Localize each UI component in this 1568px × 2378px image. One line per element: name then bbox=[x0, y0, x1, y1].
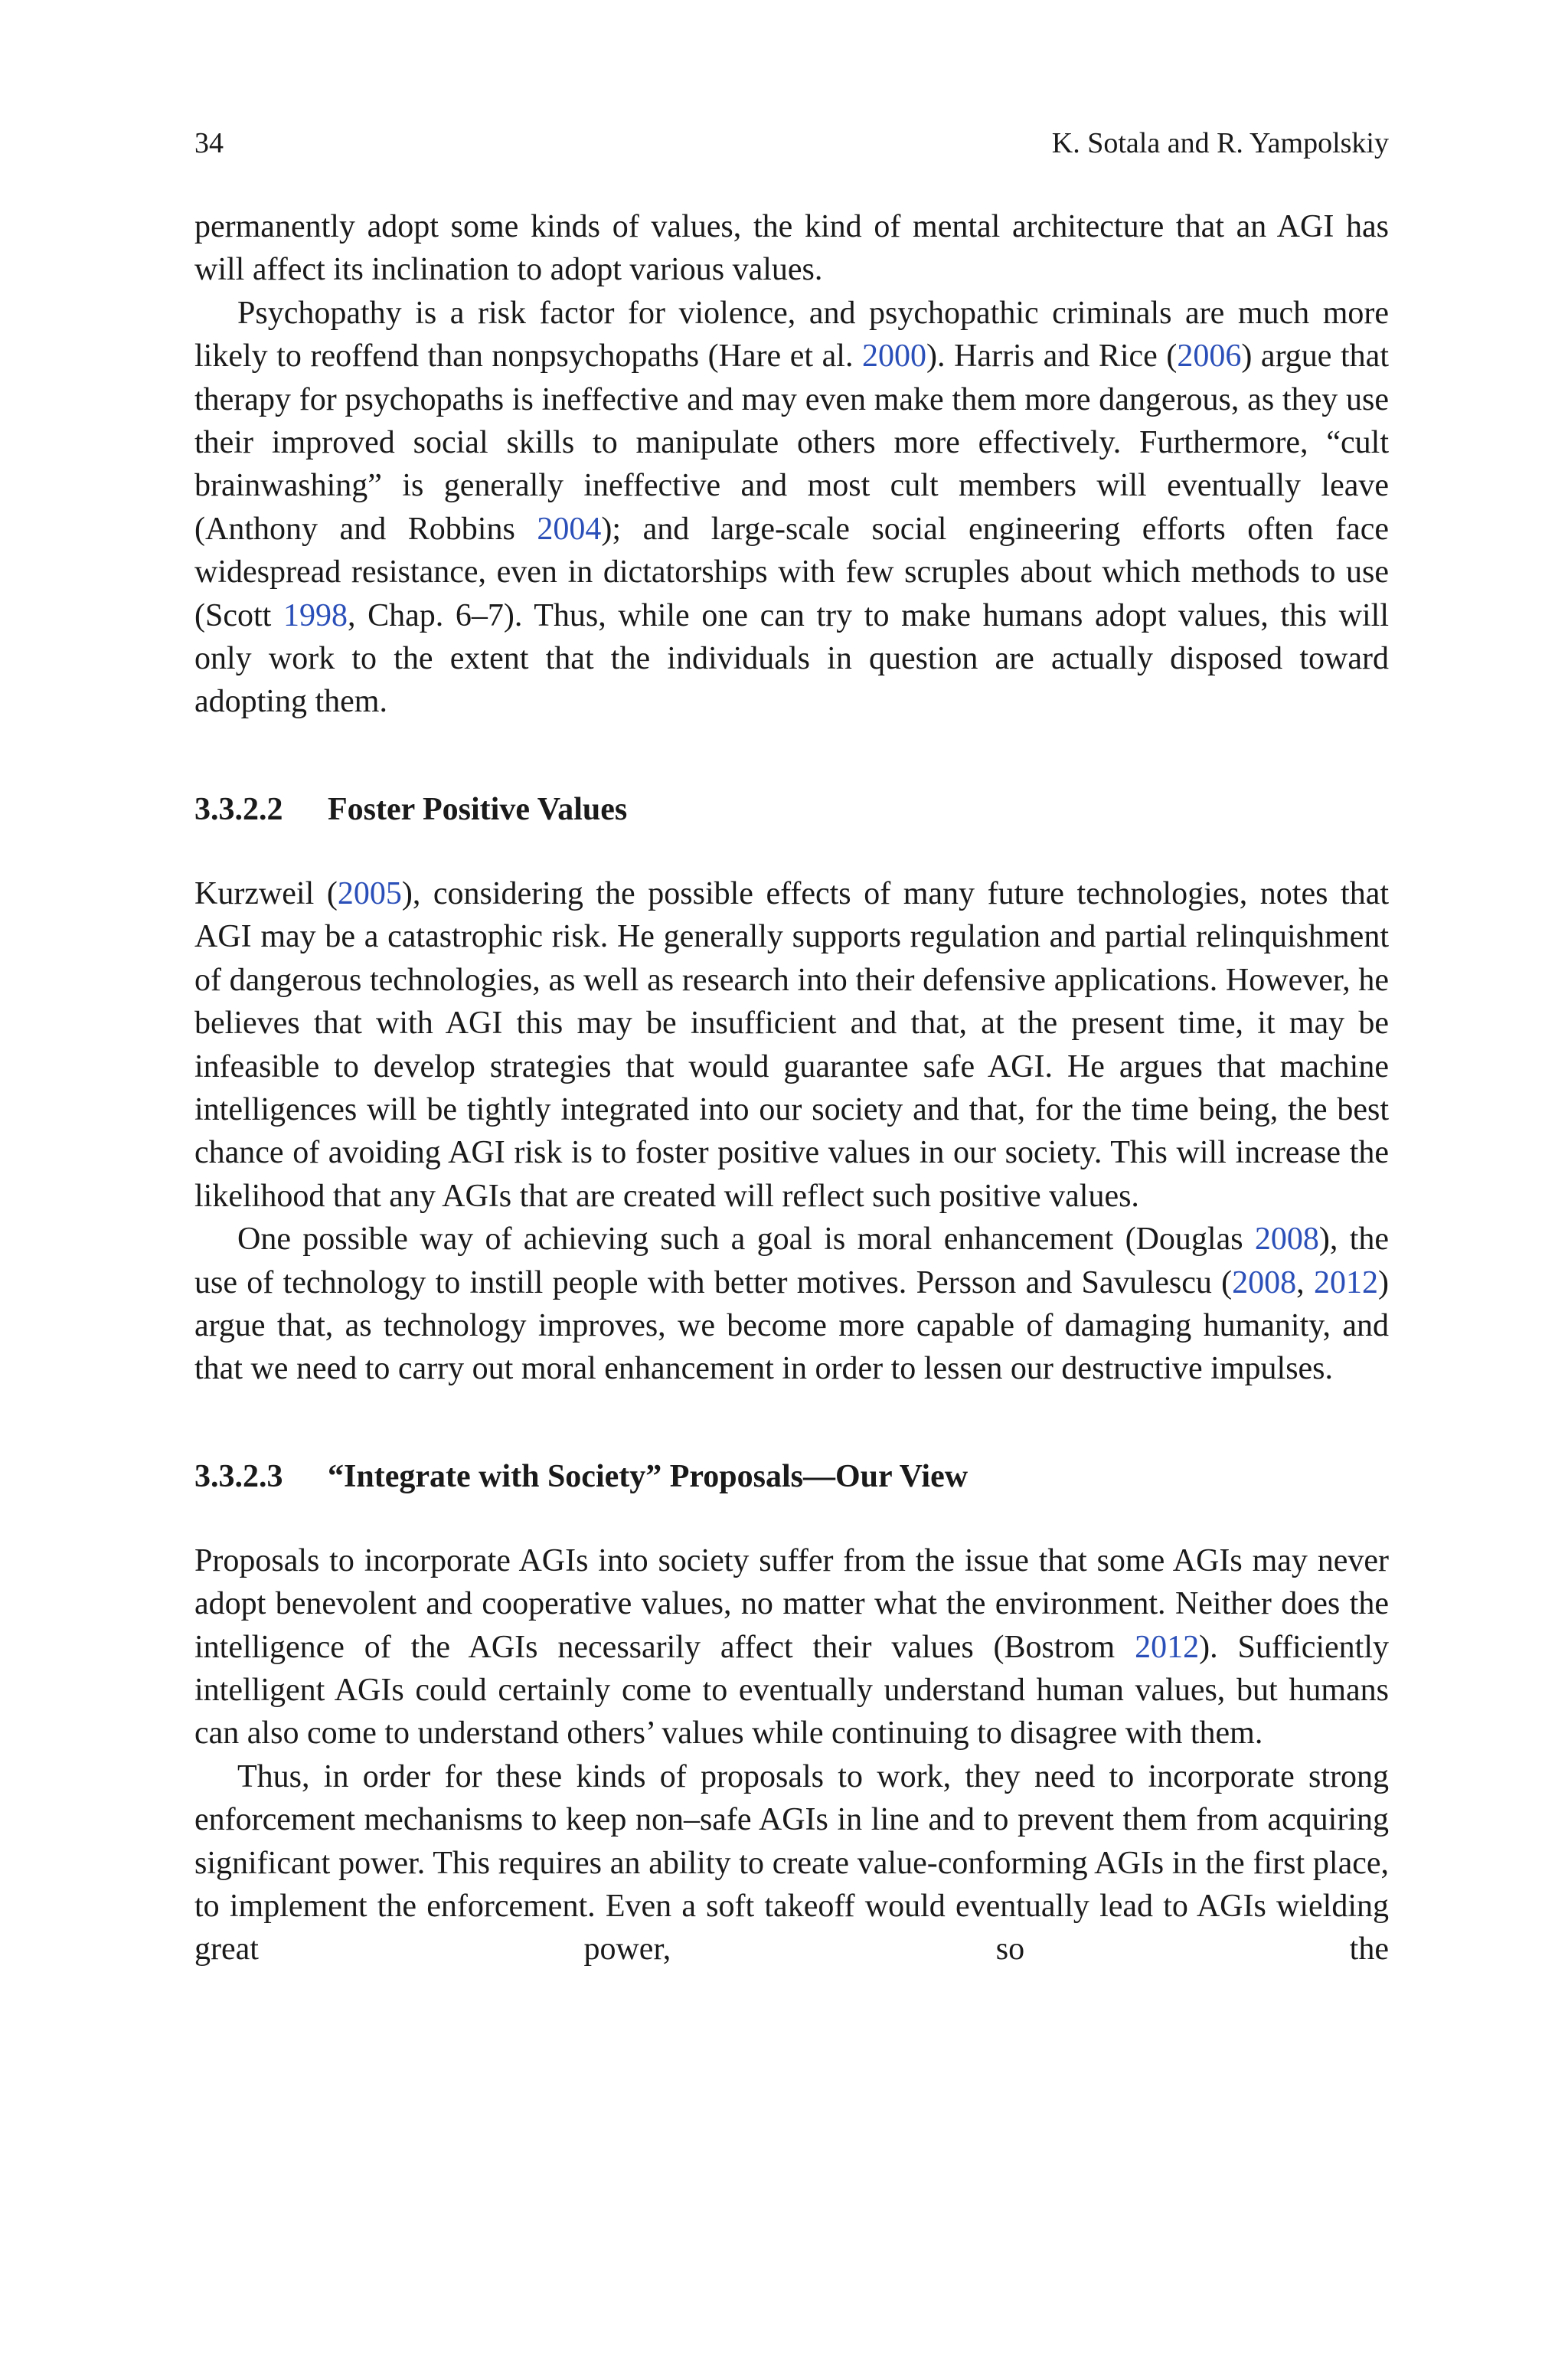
citation-link-douglas-2008[interactable]: 2008 bbox=[1254, 1222, 1319, 1258]
page-number: 34 bbox=[194, 127, 224, 159]
paragraph-kurzweil bbox=[194, 872, 1389, 1218]
paragraph-text: , bbox=[1296, 1264, 1314, 1300]
body-text bbox=[194, 205, 1389, 1971]
paragraph-proposals bbox=[194, 1539, 1389, 1755]
paragraph-text: ). Harris and Rice ( bbox=[926, 339, 1178, 375]
paragraph-text: permanently adopt some kinds of values, the kind of mental architecture that an AGI has will affect its inclination to adopt various values. bbox=[194, 209, 1389, 288]
paragraph-text: , Chap. 6–7). Thus, while one can try to make humans adopt values, this will only work to the extent that the individuals in question are actually disposed toward adopting them. bbox=[194, 597, 1389, 720]
citation-link-hare-2000[interactable]: 2000 bbox=[862, 339, 927, 375]
citation-link-persson-savulescu-2008[interactable]: 2008 bbox=[1232, 1264, 1297, 1300]
paragraph-text: ), the use of technology to instill people with better motives. Persson and Savulescu ( bbox=[194, 1222, 1390, 1300]
paragraph-continued bbox=[194, 205, 1389, 292]
section-number: 3.3.2.2 bbox=[194, 791, 283, 827]
paragraph-moral-enhancement bbox=[194, 1218, 1389, 1391]
paragraph-text: Kurzweil ( bbox=[194, 875, 338, 911]
paragraph-text: Psychopathy is a risk factor for violence, and psychopathic criminals are much more likely to reoffend than nonpsychopaths (Hare et al. bbox=[194, 295, 1389, 375]
citation-link-kurzweil-2005[interactable]: 2005 bbox=[337, 875, 402, 911]
paragraph-enforcement bbox=[194, 1755, 1389, 1971]
citation-link-harris-rice-2006[interactable]: 2006 bbox=[1177, 339, 1242, 375]
section-number: 3.3.2.3 bbox=[194, 1458, 283, 1494]
paragraph-text: ) argue that, as technology improves, we become more capable of damaging humanity, and that we need to carry out moral enhancement in order to lessen our destructive impulses. bbox=[194, 1264, 1389, 1387]
running-head-authors: K. Sotala and R. Yampolskiy bbox=[1051, 127, 1389, 159]
citation-link-anthony-robbins-2004[interactable]: 2004 bbox=[537, 511, 602, 547]
paragraph-psychopathy bbox=[194, 292, 1389, 724]
section-title: “Integrate with Society” Proposals—Our View bbox=[328, 1458, 969, 1494]
paragraph-text: ), considering the possible effects of many future technologies, notes that AGI may be a catastrophic risk. He generally supports regulation and partial relinquishment of dangerous technologies, as well as research into their defensive applications. However, he believes that with AGI this may be insufficient and that, at the present time, it may be infeasible to develop strategies that would guarantee safe AGI. He argues that machine intelligences will be tightly integrated into our society and that, for the time being, the best chance of avoiding AGI risk is to foster positive values in our society. This will increase the likelihood that any AGIs that are created will reflect such positive values. bbox=[194, 875, 1390, 1214]
citation-link-persson-savulescu-2012[interactable]: 2012 bbox=[1314, 1264, 1378, 1300]
paragraph-text: ); and large-scale social engineering efforts often face widespread resistance, even in dictatorships with few scruples about which methods to use (Scott bbox=[194, 511, 1389, 633]
section-title: Foster Positive Values bbox=[328, 791, 628, 827]
paragraph-text: ) argue that therapy for psychopaths is ineffective and may even make them more dangerous, as they use their improved social skills to manipulate others more effectively. Furthermore, “cult brainwashing” is generally ineffective and most cult members will eventually leave (Anthony and Robbins bbox=[194, 339, 1389, 547]
section-heading-3-3-2-3 bbox=[194, 1455, 1389, 1498]
section-heading-3-3-2-2 bbox=[194, 788, 1389, 831]
paragraph-text: Thus, in order for these kinds of proposals to work, they need to incorporate strong enforcement mechanisms to keep non–safe AGIs in line and to prevent them from acquiring significant power. This requires an ability to create value-conforming AGIs in the first place, to implement the enforcement. Even a soft takeoff would eventually lead to AGIs wielding great power, so the bbox=[194, 1758, 1389, 1967]
running-head bbox=[194, 124, 1389, 162]
paragraph-text: One possible way of achieving such a goal is moral enhancement (Douglas bbox=[237, 1222, 1255, 1258]
paragraph-text: Proposals to incorporate AGIs into society suffer from the issue that some AGIs may never adopt benevolent and cooperative values, no matter what the environment. Neither does the intelligence of the AGIs necessarily affect their values (Bostrom bbox=[194, 1542, 1389, 1665]
paragraph-text: ). Sufficiently intelligent AGIs could certainly come to eventually understand human values, but humans can also come to understand others’ values while continuing to disagree with them. bbox=[194, 1629, 1389, 1752]
citation-link-scott-1998[interactable]: 1998 bbox=[283, 597, 348, 633]
citation-link-bostrom-2012[interactable]: 2012 bbox=[1135, 1629, 1200, 1665]
